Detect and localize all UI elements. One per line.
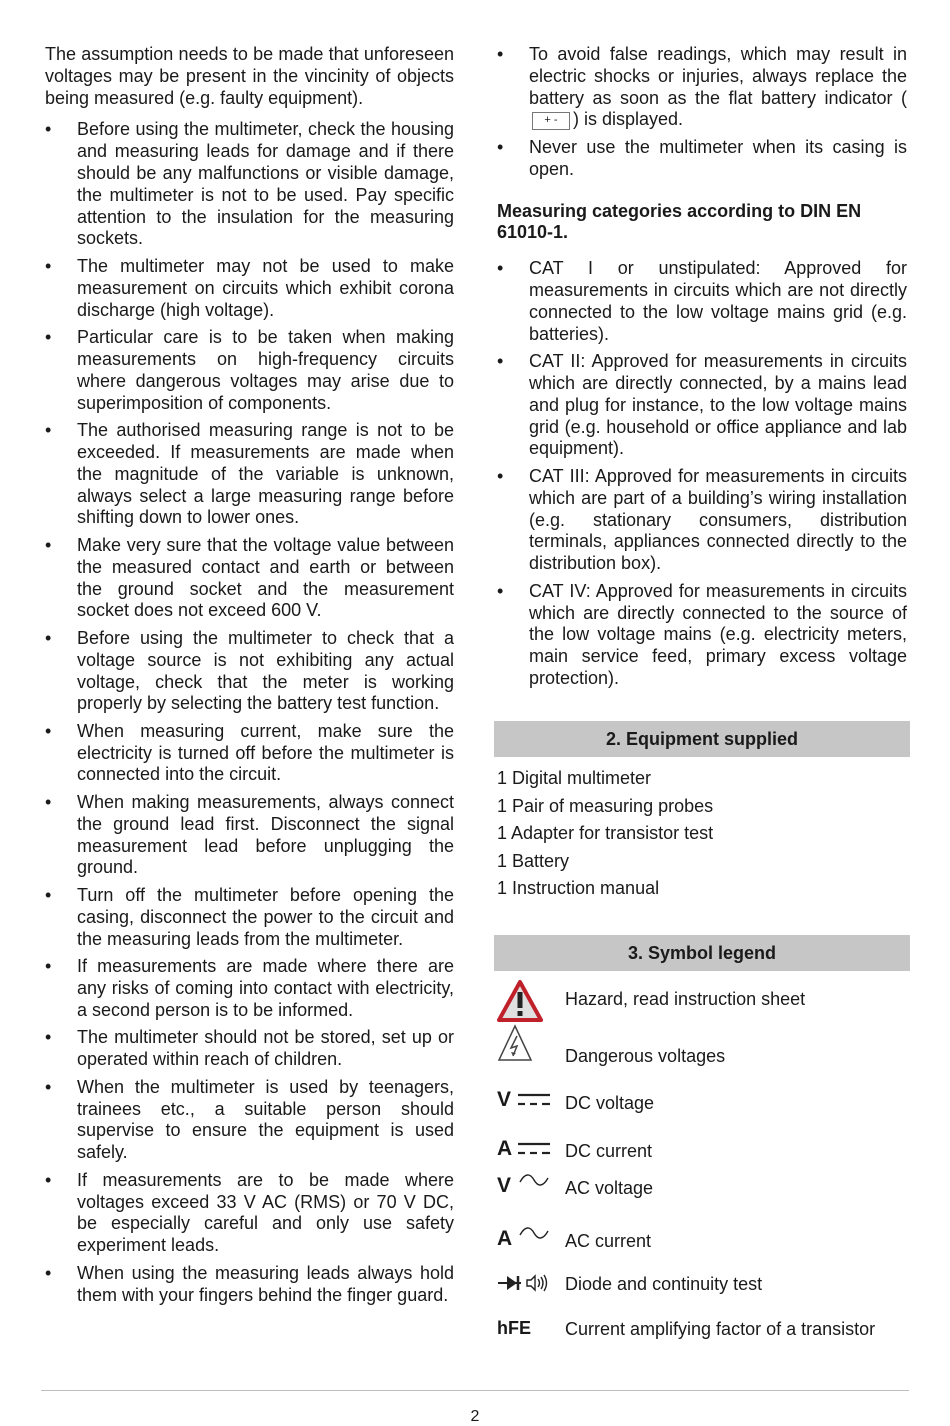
list-item-text: Particular care is to be taken when making measurements on high-frequency circuits where dangerous voltages may arise due to superimposition of components.	[77, 327, 454, 413]
battery-icon-text: + -	[544, 113, 558, 126]
symbol-label: AC voltage	[565, 1178, 654, 1198]
list-item-text: If measurements are to be made where voltages exceed 33 V AC (RMS) or 70 V DC, be especially careful and only use safety experiment leads.	[77, 1169, 454, 1256]
list-item-text: When the multimeter is used by teenagers, trainees etc., a suitable person should supervise to ensure the equipment is used safely.	[77, 1076, 454, 1163]
bullet-dot: •	[45, 1076, 52, 1097]
list-item	[45, 792, 454, 879]
list-item-text: CAT II: Approved for measurements in circuits which are directly connected, by a mains lead and plug for instance, to the low voltage mains grid (e.g. household or office appliance and lab equipment).	[529, 351, 907, 459]
list-item-text: When using the measuring leads always hold them with your fingers behind the finger guard.	[77, 1262, 454, 1305]
bullet-dot: •	[45, 534, 52, 555]
list-item	[45, 628, 454, 715]
list-item	[45, 327, 454, 414]
symbol-label: Diode and continuity test	[565, 1274, 763, 1294]
symbol-label: Hazard, read instruction sheet	[565, 989, 806, 1009]
ac-voltage-icon	[497, 1172, 557, 1212]
bullet-dot: •	[45, 255, 52, 276]
list-item	[497, 351, 907, 460]
symbol-label: Current amplifying factor of a transistor	[565, 1319, 876, 1339]
lightning-triangle-icon	[497, 1024, 557, 1064]
list-item-text: The multimeter may not be used to make measurement on circuits which exhibit corona discharge (high voltage).	[77, 255, 454, 320]
bullet-dot: •	[45, 420, 52, 441]
equipment-item: 1 Adapter for transistor test	[497, 823, 714, 843]
list-item	[497, 581, 907, 690]
list-item-text: Before using the multimeter to check that a voltage source is not exhibiting any actual voltage, check that the meter is working properly by selecting the battery test function.	[77, 627, 454, 714]
list-item	[45, 119, 454, 250]
bullet-dot: •	[45, 119, 52, 140]
bullet-dot: •	[497, 351, 504, 372]
list-item-text: CAT III: Approved for measurements in circuits which are part of a building’s wiring installation (e.g. stationary consumers, distribution terminals, appliances connected directly to the distribution box).	[529, 465, 907, 574]
equipment-section-header: 2. Equipment supplied	[494, 721, 910, 757]
hazard-triangle-icon	[497, 980, 557, 1020]
list-item	[45, 535, 454, 622]
list-item	[497, 258, 907, 345]
right-column	[497, 44, 907, 696]
equipment-list	[497, 765, 907, 903]
list-item	[45, 256, 454, 321]
list-item-text: CAT IV: Approved for measurements in circuits which are directly connected to the source of the low voltage mains (e.g. electricity meters, main service feed, primary excess voltage protection).	[529, 580, 907, 688]
hfe-icon	[497, 1318, 557, 1358]
bullet-dot: •	[45, 1027, 52, 1048]
bullet-dot: •	[497, 258, 504, 279]
list-item	[497, 137, 907, 181]
list-item	[45, 721, 454, 786]
bullet-dot: •	[45, 1169, 52, 1190]
list-item	[45, 956, 454, 1021]
equipment-item: 1 Pair of measuring probes	[497, 795, 714, 816]
bullet-dot: •	[45, 1262, 52, 1283]
equipment-item: 1 Battery	[497, 850, 570, 871]
symbol-row	[497, 1137, 917, 1177]
symbol-row	[497, 1088, 917, 1128]
bullet-dot: •	[45, 885, 52, 906]
list-item-text: When making measurements, always connect the ground lead first. Disconnect the signal measurement lead before unplugging the ground.	[77, 792, 454, 878]
list-item	[497, 44, 907, 131]
list-item	[45, 1170, 454, 1257]
battery-bullet-list	[497, 44, 907, 181]
bullet-dot: •	[497, 44, 504, 64]
dc-current-icon	[497, 1137, 557, 1177]
safety-bullet-list	[45, 119, 454, 1306]
list-item-text: Turn off the multimeter before opening the casing, disconnect the power to the circuit and the measuring leads from the multimeter.	[77, 885, 454, 949]
symbol-glyph: A	[497, 1227, 513, 1250]
symbol-row	[497, 1318, 917, 1358]
dc-voltage-icon	[497, 1088, 557, 1128]
bullet-dot: •	[45, 327, 52, 348]
list-item-text: If measurements are made where there are any risks of coming into contact with electricity, a second person is to be informed.	[77, 956, 454, 1020]
list-item-text: The multimeter should not be stored, set up or operated within reach of children.	[77, 1027, 454, 1070]
diode-continuity-icon	[497, 1272, 557, 1312]
page-number: 2	[470, 1408, 480, 1425]
categories-heading: Measuring categories according to DIN EN 61010-1.	[497, 200, 862, 243]
list-item-text: Make very sure that the voltage value between the measured contact and earth or between the ground socket and the measurement socket does not exceed 600 V.	[77, 534, 454, 621]
bullet-dot: •	[45, 956, 52, 977]
list-item-text: When measuring current, make sure the electricity is turned off before the multimeter is connected into the circuit.	[77, 720, 454, 785]
symbol-glyph: A	[497, 1137, 513, 1160]
bullet-dot: •	[45, 720, 52, 741]
casing-text: Never use the multimeter when its casing is open.	[529, 136, 907, 179]
list-item	[45, 420, 454, 529]
list-item-text: The authorised measuring range is not to be exceeded. If measurements are made when the magnitude of the variable is unknown, always select a large measuring range before shifting down to lower ones.	[77, 420, 454, 528]
symbol-glyph: hFE	[497, 1318, 531, 1338]
list-item	[45, 1077, 454, 1164]
bullet-dot: •	[497, 465, 504, 486]
list-item-text: CAT I or unstipulated: Approved for measurements in circuits which are not directly connected to the low voltage mains grid (e.g. batteries).	[529, 258, 907, 344]
list-item	[45, 1027, 454, 1071]
symbol-label: DC voltage	[565, 1093, 655, 1113]
symbol-row	[497, 1172, 917, 1212]
symbol-glyph: V	[497, 1174, 512, 1197]
intro-paragraph: The assumption needs to be made that unforeseen voltages may be present in the vincinity of objects being measured (e.g. faulty equipment).	[45, 44, 454, 108]
symbol-label: DC current	[565, 1141, 653, 1161]
equipment-item: 1 Digital multimeter	[497, 768, 652, 788]
symbol-label: AC current	[565, 1231, 652, 1251]
symbol-row	[497, 1272, 917, 1312]
equipment-item: 1 Instruction manual	[497, 878, 660, 898]
battery-text-before: To avoid false readings, which may result in electric shocks or injuries, always replace the battery as soon as the flat battery indicator (	[529, 44, 907, 108]
symbol-row	[497, 980, 917, 1020]
list-item-text: Before using the multimeter, check the housing and measuring leads for damage and if there should be any malfunctions or visible damage, the multimeter is not to be used. Pay specific attention to the insulation for the measuring sockets.	[77, 119, 454, 249]
list-item	[45, 885, 454, 950]
symbol-glyph: V	[497, 1088, 512, 1111]
symbol-row	[497, 1225, 917, 1265]
ac-current-icon	[497, 1225, 557, 1265]
symbol-label: Dangerous voltages	[565, 1046, 726, 1066]
bullet-dot: •	[45, 627, 52, 648]
flat-battery-icon	[532, 112, 570, 130]
bullet-dot: •	[497, 136, 504, 157]
list-item	[45, 1263, 454, 1307]
categories-list	[497, 258, 907, 690]
bullet-dot: •	[45, 792, 52, 813]
battery-text-after: ) is displayed.	[573, 109, 684, 130]
symbol-legend-header: 3. Symbol legend	[494, 935, 910, 971]
symbol-row	[497, 1024, 917, 1064]
bullet-dot: •	[497, 580, 504, 601]
footer-divider	[41, 1390, 909, 1391]
list-item	[497, 466, 907, 575]
left-column	[45, 44, 454, 1312]
